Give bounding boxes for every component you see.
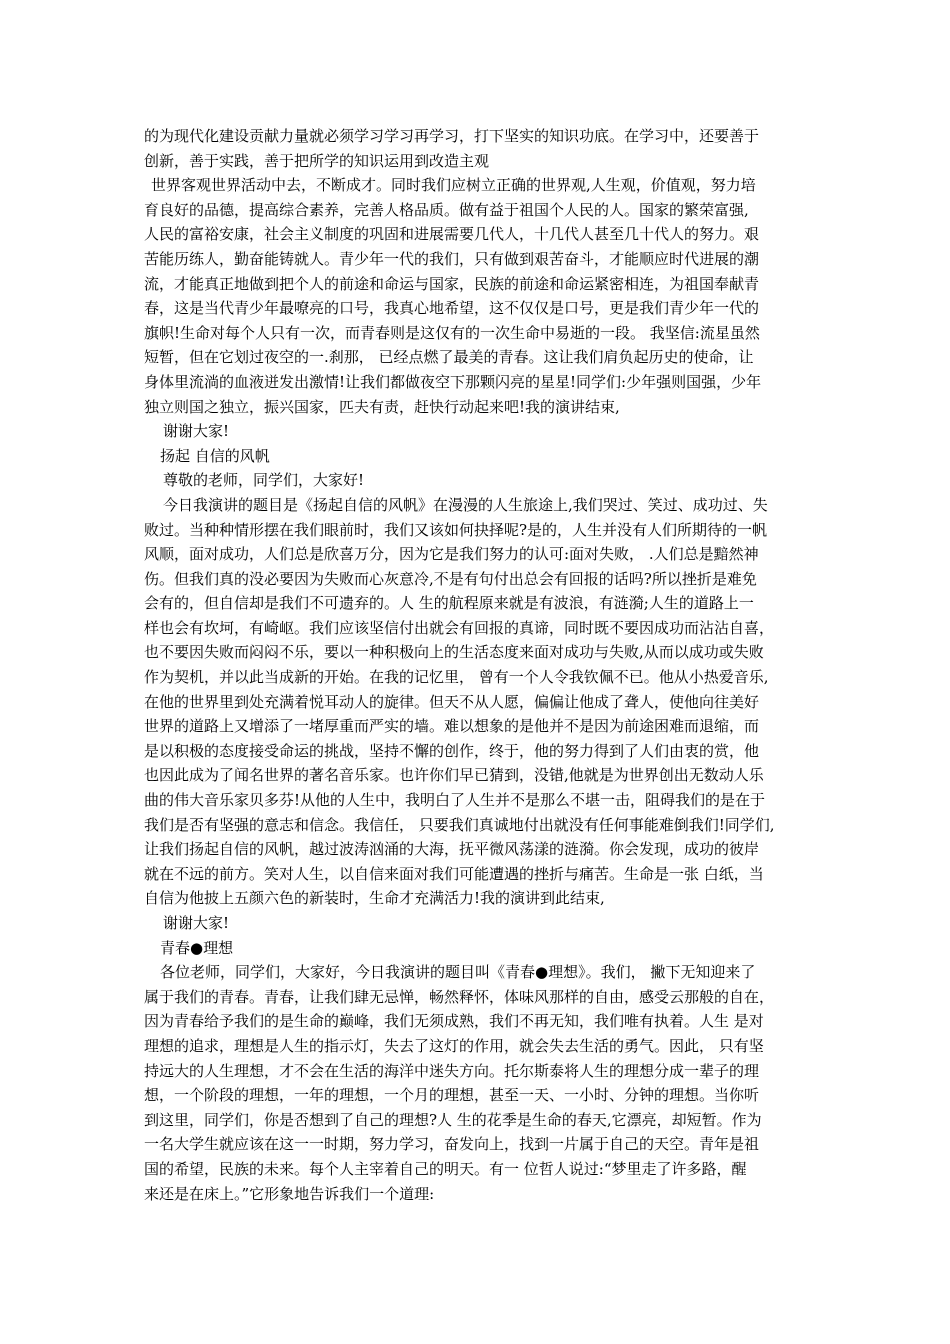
text-line: 败过。当种种情形摆在我们眼前时，我们又该如何抉择呢?是的，人生并没有人们所期待的一帆 (144, 520, 768, 539)
text-line: 青春●理想 (160, 938, 234, 957)
text-line: 到这里，同学们，你是否想到了自己的理想?人 生的花季是生命的春天,它漂亮，却短暂。作为 (144, 1110, 762, 1129)
text-line: 世界客观世界活动中去，不断成才。同时我们应树立正确的世界观,人生观，价值观，努力培 (151, 176, 756, 195)
text-line: 理想的追求，理想是人生的指示灯，失去了这灯的作用，就会失去生活的勇气。因此， 只有坚 (144, 1036, 764, 1055)
text-line: 样也会有坎坷，有崎岖。我们应该坚信付出就会有回报的真谛，同时既不要因成功而沾沾自喜， (144, 618, 775, 637)
text-line: 身体里流淌的血液迸发出激情!让我们都做夜空下那颗闪亮的星星!同学们:少年强则国强，少年 (144, 372, 762, 391)
text-line: 旗帜!生命对每个人只有一次，而青春则是这仅有的一次生命中易逝的一段。 我坚信:流星虽然 (144, 323, 760, 342)
text-line: 是以积极的态度接受命运的挑战，坚持不懈的创作，终于，他的努力得到了人们由衷的赏，他 (144, 741, 760, 760)
text-line: 就在不远的前方。笑对人生，以自信来面对我们可能遭遇的挫折与痛苦。生命是一张 白纸，当 (144, 864, 764, 883)
paragraph (144, 911, 816, 936)
text-line: 来还是在床上。”它形象地告诉我们一个道理: (144, 1184, 435, 1203)
paragraph (144, 124, 816, 173)
section-heading (144, 936, 816, 961)
text-line: 的为现代化建设贡献力量就必须学习学习再学习，打下坚实的知识功底。在学习中，还要善于 (144, 127, 760, 145)
text-line: 曲的伟大音乐家贝多芬!从他的人生中，我明白了人生并不是那么不堪一击，阻碍我们的是在于 (144, 791, 766, 810)
paragraph (144, 468, 816, 493)
document-page (144, 124, 816, 1206)
text-line: 想，一个阶段的理想，一年的理想，一个月的理想，甚至一天、一小时、分钟的理想。当你听 (144, 1086, 760, 1105)
text-line: 苦能历练人，勤奋能铸就人。青少年一代的我们，只有做到艰苦奋斗，才能顺应时代进展的潮 (144, 249, 760, 268)
text-line: 育良好的品德，提高综合素养，完善人格品质。做有益于祖国个人民的人。国家的繁荣富强, (144, 200, 749, 219)
text-line: 也不要因失败而闷闷不乐，要以一种积极向上的生活态度来面对成功与失败,从而以成功或失败 (144, 643, 764, 662)
text-line: 谢谢大家! (163, 422, 230, 441)
text-line: 因为青春给予我们的是生命的巅峰，我们无须成熟，我们不再无知，我们唯有执着。人生 是对 (144, 1012, 764, 1031)
text-line: 谢谢大家! (163, 914, 230, 932)
section-heading (144, 444, 816, 469)
text-line: 扬起 自信的风帆 (160, 446, 270, 465)
text-line: 世界的道路上又增添了一堵厚重而严实的墙。难以想象的是他并不是因为前途困难而退缩，而 (144, 717, 760, 736)
text-line: 作为契机，并以此当成新的开始。在我的记忆里， 曾有一个人令我钦佩不已。他从小热爱音乐, (144, 668, 769, 687)
text-line: 让我们扬起自信的风帆，越过波涛汹涌的大海，抚平微风荡漾的涟漪。你会发现，成功的彼岸 (144, 840, 760, 859)
text-line: 风顺，面对成功，人们总是欣喜万分，因为它是我们努力的认可:面对失败， .人们总是黯然神 (144, 545, 759, 564)
text-line: 人民的富裕安康，社会主义制度的巩固和进展需要几代人，十几代人甚至几十代人的努力。艰 (144, 225, 760, 244)
text-line: 属于我们的青春。青春，让我们肆无忌惮，畅然释怀，体味风那样的自由，感受云那般的自在， (144, 987, 775, 1006)
text-line: 独立则国之独立，振兴国家，匹夫有责，赶快行动起来吧!我的演讲结束, (144, 397, 620, 416)
text-line: 尊敬的老师，同学们，大家好! (163, 471, 365, 490)
text-line: 在他的世界里到处充满着悦耳动人的旋律。但天不从人愿，偏偏让他成了聋人，使他向往美好 (144, 692, 760, 711)
text-line: 流，才能真正地做到把个人的前途和命运与国家，民族的前途和命运紧密相连，为祖国奉献青 (144, 274, 760, 293)
text-line: 自信为他披上五颜六色的新装时，生命才充满活力!我的演讲到此结束, (144, 889, 605, 908)
paragraph (144, 173, 816, 419)
text-line: 今日我演讲的题目是《扬起自信的风帆》在漫漫的人生旅途上,我们哭过、笑过、成功过、失 (163, 495, 768, 514)
text-line: 伤。但我们真的没必要因为失败而心灰意冷,不是有句付出总会有回报的话吗?所以挫折是难免 (144, 569, 757, 588)
text-line: 春，这是当代青少年最嘹亮的口号，我真心地希望，这不仅仅是口号，更是我们青少年一代的 (144, 299, 760, 318)
text-line: 持远大的人生理想，才不会在生活的海洋中迷失方向。托尔斯泰将人生的理想分成一辈子的理 (144, 1061, 760, 1080)
text-line: 一名大学生就应该在这一一时期，努力学习，奋发向上，找到一片属于自己的天空。青年是祖 (144, 1135, 760, 1154)
paragraph (144, 493, 816, 911)
text-line: 短暂，但在它划过夜空的一.刹那， 已经点燃了最美的青春。这让我们肩负起历史的使命，让 (144, 348, 754, 367)
paragraph (144, 419, 816, 444)
paragraph (144, 960, 816, 1206)
text-line: 各位老师，同学们，大家好，今日我演讲的题目叫《青春●理想》。我们， 撇下无知迎来了 (160, 963, 756, 982)
text-line: 会有的，但自信却是我们不可遗弃的。人 生的航程原来就是有波浪，有涟漪;人生的道路上一 (144, 594, 754, 613)
text-line: 我们是否有坚强的意志和信念。我信任， 只要我们真诚地付出就没有任何事能难倒我们!同学们, (144, 815, 775, 834)
text-line: 创新，善于实践，善于把所学的知识运用到改造主观 (144, 151, 490, 170)
text-line: 国的希望，民族的未来。每个人主宰着自己的明天。有一 位哲人说过:“梦里走了许多路，醒 (144, 1159, 747, 1178)
text-line: 也因此成为了闻名世界的著名音乐家。也许你们早已猜到，没错,他就是为世界创出无数动人乐 (144, 766, 764, 785)
